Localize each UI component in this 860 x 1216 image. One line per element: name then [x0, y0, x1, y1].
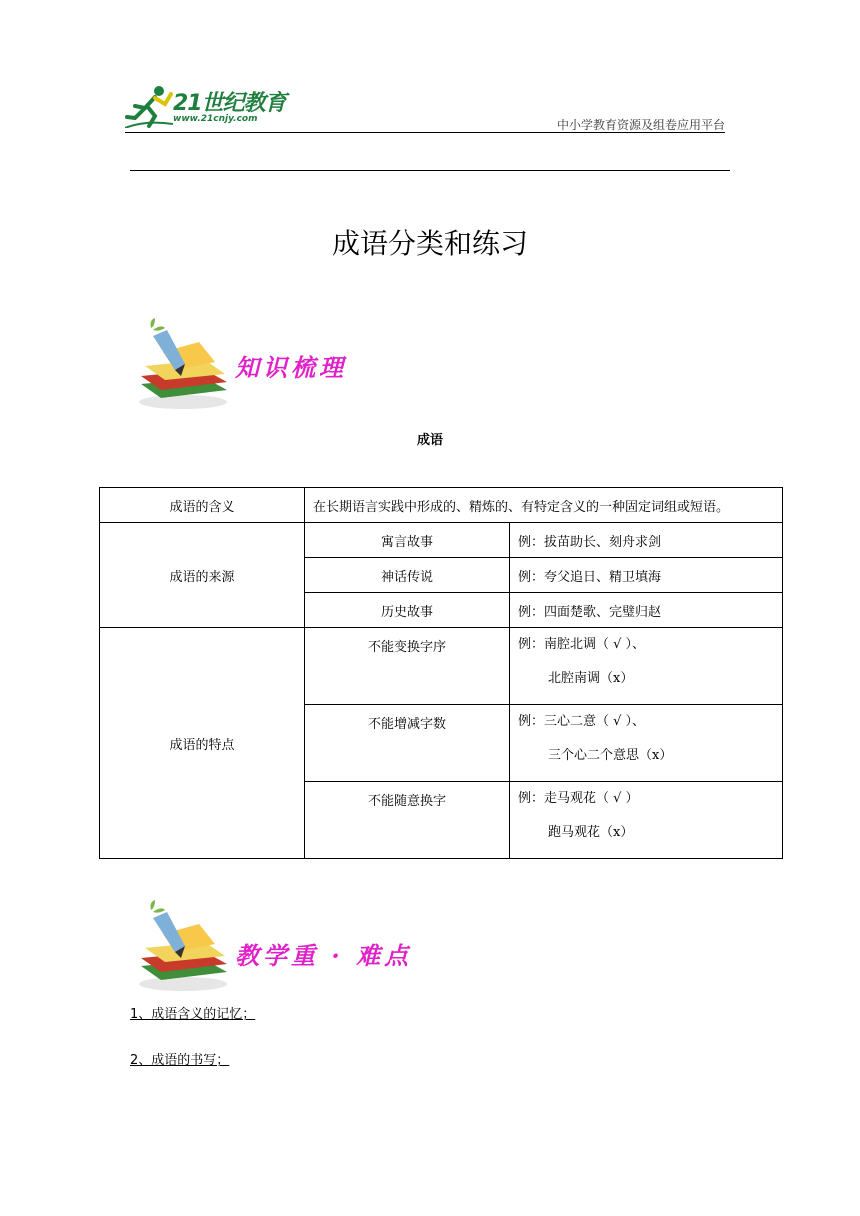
header-underline: [125, 132, 725, 133]
pencil-books-icon: [135, 318, 231, 410]
focus-item: 1、成语含义的记忆；: [130, 1007, 256, 1022]
section-heading: 知识梳理: [235, 353, 347, 382]
logo-text: 21世纪教育: [173, 91, 286, 116]
idiom-table: [99, 487, 783, 859]
example-line: 例：南腔北调（ √ ）、: [518, 637, 646, 652]
source-type: 历史故事: [305, 593, 510, 628]
feature-example: [510, 628, 783, 705]
focus-item: 2、成语的书写；: [130, 1053, 230, 1068]
example-line: 北腔南调（x）: [548, 671, 634, 686]
source-example: 例：四面楚歌、完璧归赵: [510, 593, 783, 628]
feature-example: [510, 782, 783, 859]
page-title: 成语分类和练习: [331, 227, 528, 260]
table-row: [100, 628, 783, 705]
feature-example: [510, 705, 783, 782]
source-type: 寓言故事: [305, 523, 510, 558]
divider: [130, 170, 730, 171]
meaning-label: 成语的含义: [100, 488, 305, 523]
section-knowledge-badge: [135, 318, 435, 408]
runner-logo-icon: [125, 84, 173, 128]
feature-type: 不能变换字序: [305, 628, 510, 705]
logo-url: www.21cnjy.com: [173, 114, 258, 124]
feature-type: 不能随意换字: [305, 782, 510, 859]
source-example: 例：夸父追日、精卫填海: [510, 558, 783, 593]
features-label: 成语的特点: [100, 628, 305, 859]
table-row: [100, 488, 783, 523]
logo: [125, 84, 295, 134]
section-heading: 教学重 · 难点: [235, 941, 413, 970]
platform-name: 中小学教育资源及组卷应用平台: [556, 118, 725, 132]
example-line: 三个心二个意思（x）: [548, 748, 673, 763]
feature-type: 不能增减字数: [305, 705, 510, 782]
source-label: 成语的来源: [100, 523, 305, 628]
table-caption: 成语: [416, 433, 443, 448]
section-focus-badge: [135, 900, 435, 990]
source-example: 例：拔苗助长、刻舟求剑: [510, 523, 783, 558]
example-line: 例：走马观花（ √ ）: [518, 791, 639, 806]
table-row: [100, 523, 783, 558]
example-line: 跑马观花（x）: [548, 825, 634, 840]
source-type: 神话传说: [305, 558, 510, 593]
page-header: [125, 84, 725, 134]
meaning-value: 在长期语言实践中形成的、精炼的、有特定含义的一种固定词组或短语。: [305, 488, 783, 523]
pencil-books-icon: [135, 900, 231, 992]
example-line: 例：三心二意（ √ ）、: [518, 714, 646, 729]
